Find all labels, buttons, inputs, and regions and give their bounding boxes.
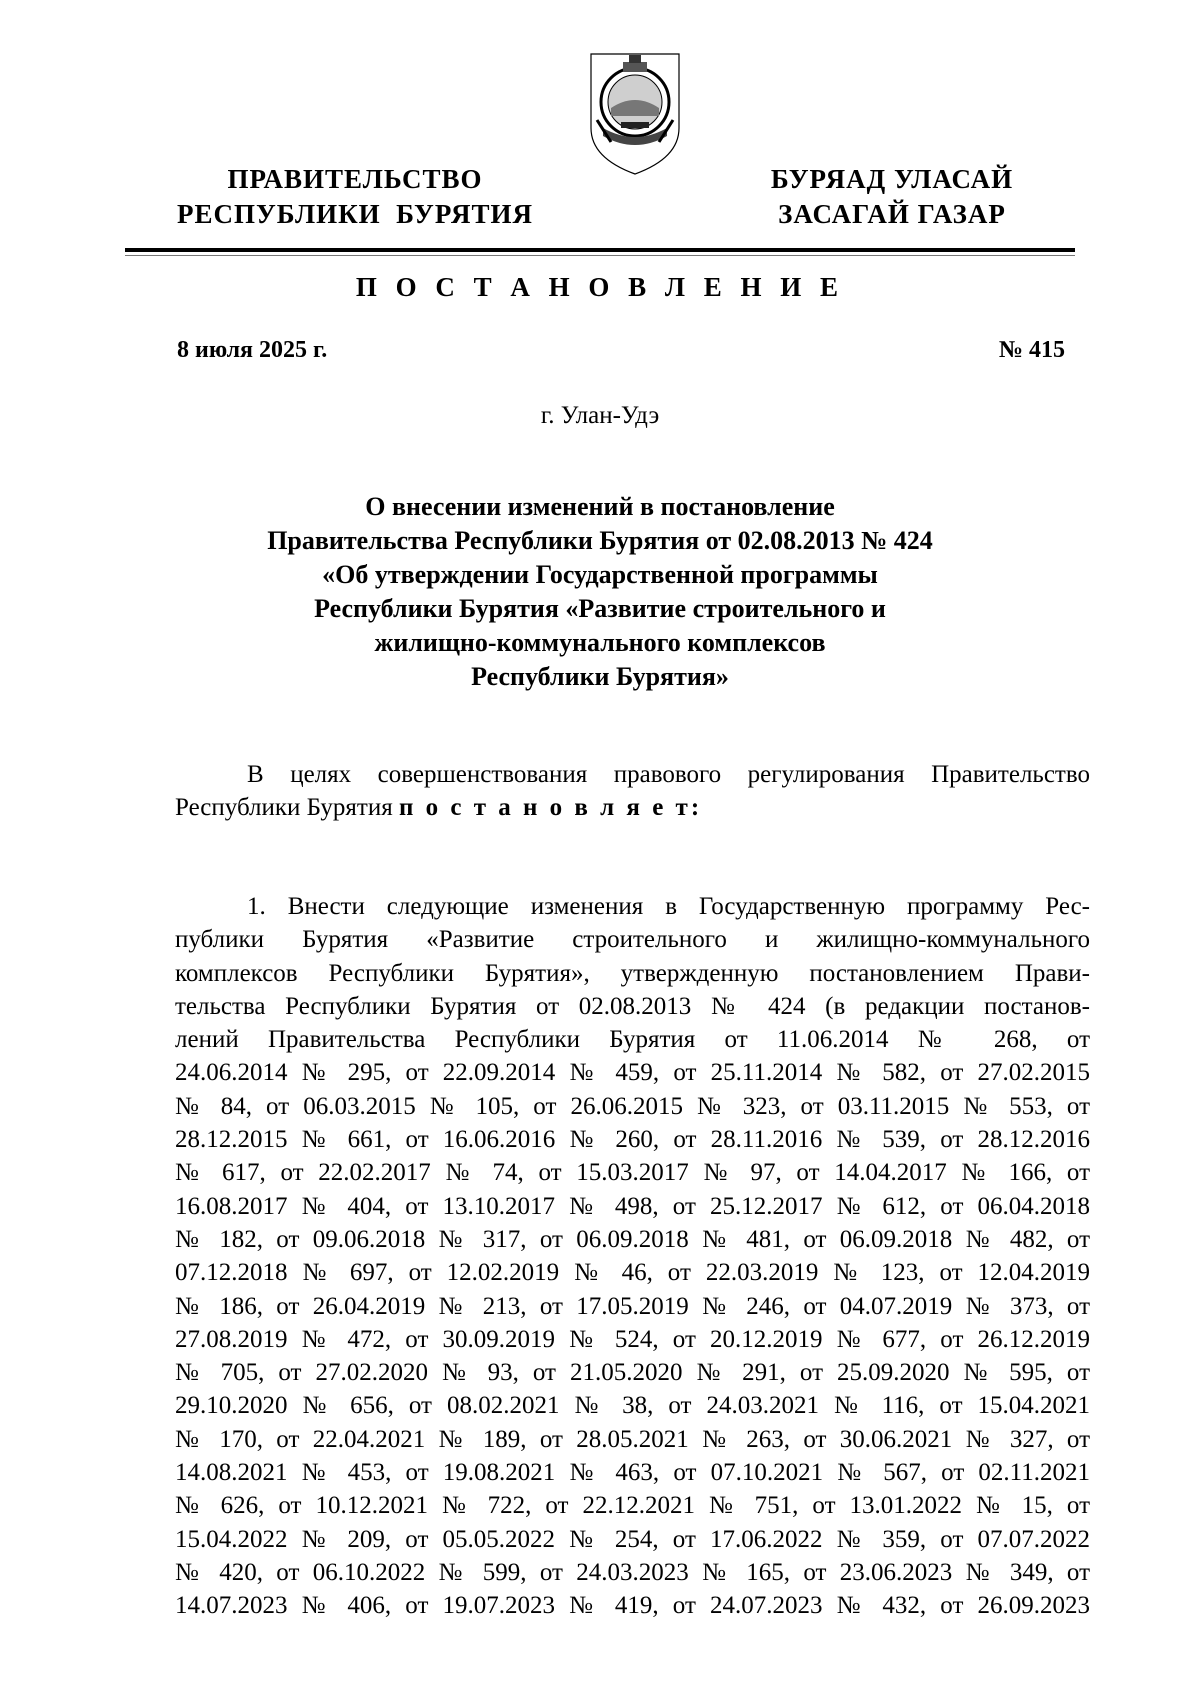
header-rule-thick — [125, 248, 1075, 252]
main-paragraph — [175, 890, 1090, 1623]
document-city: г. Улан-Удэ — [540, 402, 660, 429]
body-line: № 84, от 06.03.2015 № 105, от 26.06.2015 № 323, от 03.11.2015 № 553, от — [175, 1092, 1090, 1120]
title-line: Правительства Республики Бурятия от 02.08.2013 № 424 — [267, 526, 933, 555]
organization-name-ru-line2: РЕСПУБЛИКИ БУРЯТИЯ — [176, 199, 534, 229]
intro-line1: В целях совершенствования правового регулирования Правительство — [247, 761, 1090, 788]
body-line: тельства Республики Бурятия от 02.08.2013 № 424 (в редакции постанов- — [175, 992, 1090, 1020]
organization-name-ru — [170, 162, 540, 232]
body-line: публики Бурятия «Развитие строительного и жилищно-коммунального — [175, 926, 1090, 954]
body-line: 14.07.2023 № 406, от 19.07.2023 № 419, от 24.07.2023 № 432, от 26.09.2023 — [175, 1592, 1090, 1620]
body-line: № 617, от 22.02.2017 № 74, от 15.03.2017 № 97, от 14.04.2017 № 166, от — [175, 1159, 1090, 1187]
title-line: О внесении изменений в постановление — [365, 492, 835, 521]
intro-decree-word: п о с т а н о в л я е т: — [398, 794, 703, 822]
body-line: № 170, от 22.04.2021 № 189, от 28.05.2021 № 263, от 30.06.2021 № 327, от — [175, 1425, 1090, 1453]
body-line: № 705, от 27.02.2020 № 93, от 21.05.2020 № 291, от 25.09.2020 № 595, от — [175, 1359, 1090, 1387]
document-type: П О С Т А Н О В Л Е Н И Е — [355, 272, 845, 302]
body-line: комплексов Республики Бурятия», утвержденную постановлением Прави- — [175, 959, 1090, 987]
body-line: 1. Внести следующие изменения в Государственную программу Рес- — [247, 893, 1090, 920]
title-line: «Об утверждении Государственной программы — [322, 560, 878, 589]
title-line: Республики Бурятия» — [471, 662, 729, 691]
coat-of-arms-icon — [585, 50, 685, 178]
document-title — [200, 490, 1000, 694]
intro-paragraph — [175, 758, 1090, 825]
title-line: Республики Бурятия «Развитие строительного и — [314, 594, 886, 623]
body-line: № 186, от 26.04.2019 № 213, от 17.05.2019 № 246, от 04.07.2019 № 373, от — [175, 1292, 1090, 1320]
organization-name-ru-line1: ПРАВИТЕЛЬСТВО — [227, 164, 483, 194]
organization-name-bua — [742, 162, 1042, 232]
body-line: лений Правительства Республики Бурятия от 11.06.2014 № 268, от — [175, 1026, 1090, 1054]
body-line: 15.04.2022 № 209, от 05.05.2022 № 254, от 17.06.2022 № 359, от 07.07.2022 — [175, 1525, 1090, 1553]
body-line: 29.10.2020 № 656, от 08.02.2021 № 38, от 24.03.2021 № 116, от 15.04.2021 — [175, 1392, 1090, 1420]
intro-line2 — [175, 791, 1090, 824]
body-line: 16.08.2017 № 404, от 13.10.2017 № 498, от 25.12.2017 № 612, от 06.04.2018 — [175, 1192, 1090, 1220]
organization-name-bua-line1: БУРЯАД УЛАСАЙ — [770, 164, 1014, 194]
body-line: № 182, от 09.06.2018 № 317, от 06.09.2018 № 481, от 06.09.2018 № 482, от — [175, 1225, 1090, 1253]
body-line: № 420, от 06.10.2022 № 599, от 24.03.2023 № 165, от 23.06.2023 № 349, от — [175, 1558, 1090, 1586]
body-line: 14.08.2021 № 453, от 19.08.2021 № 463, от 07.10.2021 № 567, от 02.11.2021 — [175, 1459, 1090, 1487]
intro-line2-start: Республики Бурятия — [175, 794, 399, 822]
body-line: 28.12.2015 № 661, от 16.06.2016 № 260, от 28.11.2016 № 539, от 28.12.2016 — [175, 1126, 1090, 1154]
header-rule-thin — [125, 255, 1075, 256]
body-line: 24.06.2014 № 295, от 22.09.2014 № 459, от 25.11.2014 № 582, от 27.02.2015 — [175, 1059, 1090, 1087]
organization-name-bua-line2: ЗАСАГАЙ ГАЗАР — [778, 199, 1006, 229]
body-line: 07.12.2018 № 697, от 12.02.2019 № 46, от 22.03.2019 № 123, от 12.04.2019 — [175, 1259, 1090, 1287]
body-line: 27.08.2019 № 472, от 30.09.2019 № 524, от 20.12.2019 № 677, от 26.12.2019 — [175, 1325, 1090, 1353]
title-line: жилищно-коммунального комплексов — [374, 628, 826, 657]
document-date: 8 июля 2025 г. — [177, 337, 328, 363]
body-line: № 626, от 10.12.2021 № 722, от 22.12.2021 № 751, от 13.01.2022 № 15, от — [175, 1492, 1090, 1520]
document-number: № 415 — [998, 337, 1065, 363]
